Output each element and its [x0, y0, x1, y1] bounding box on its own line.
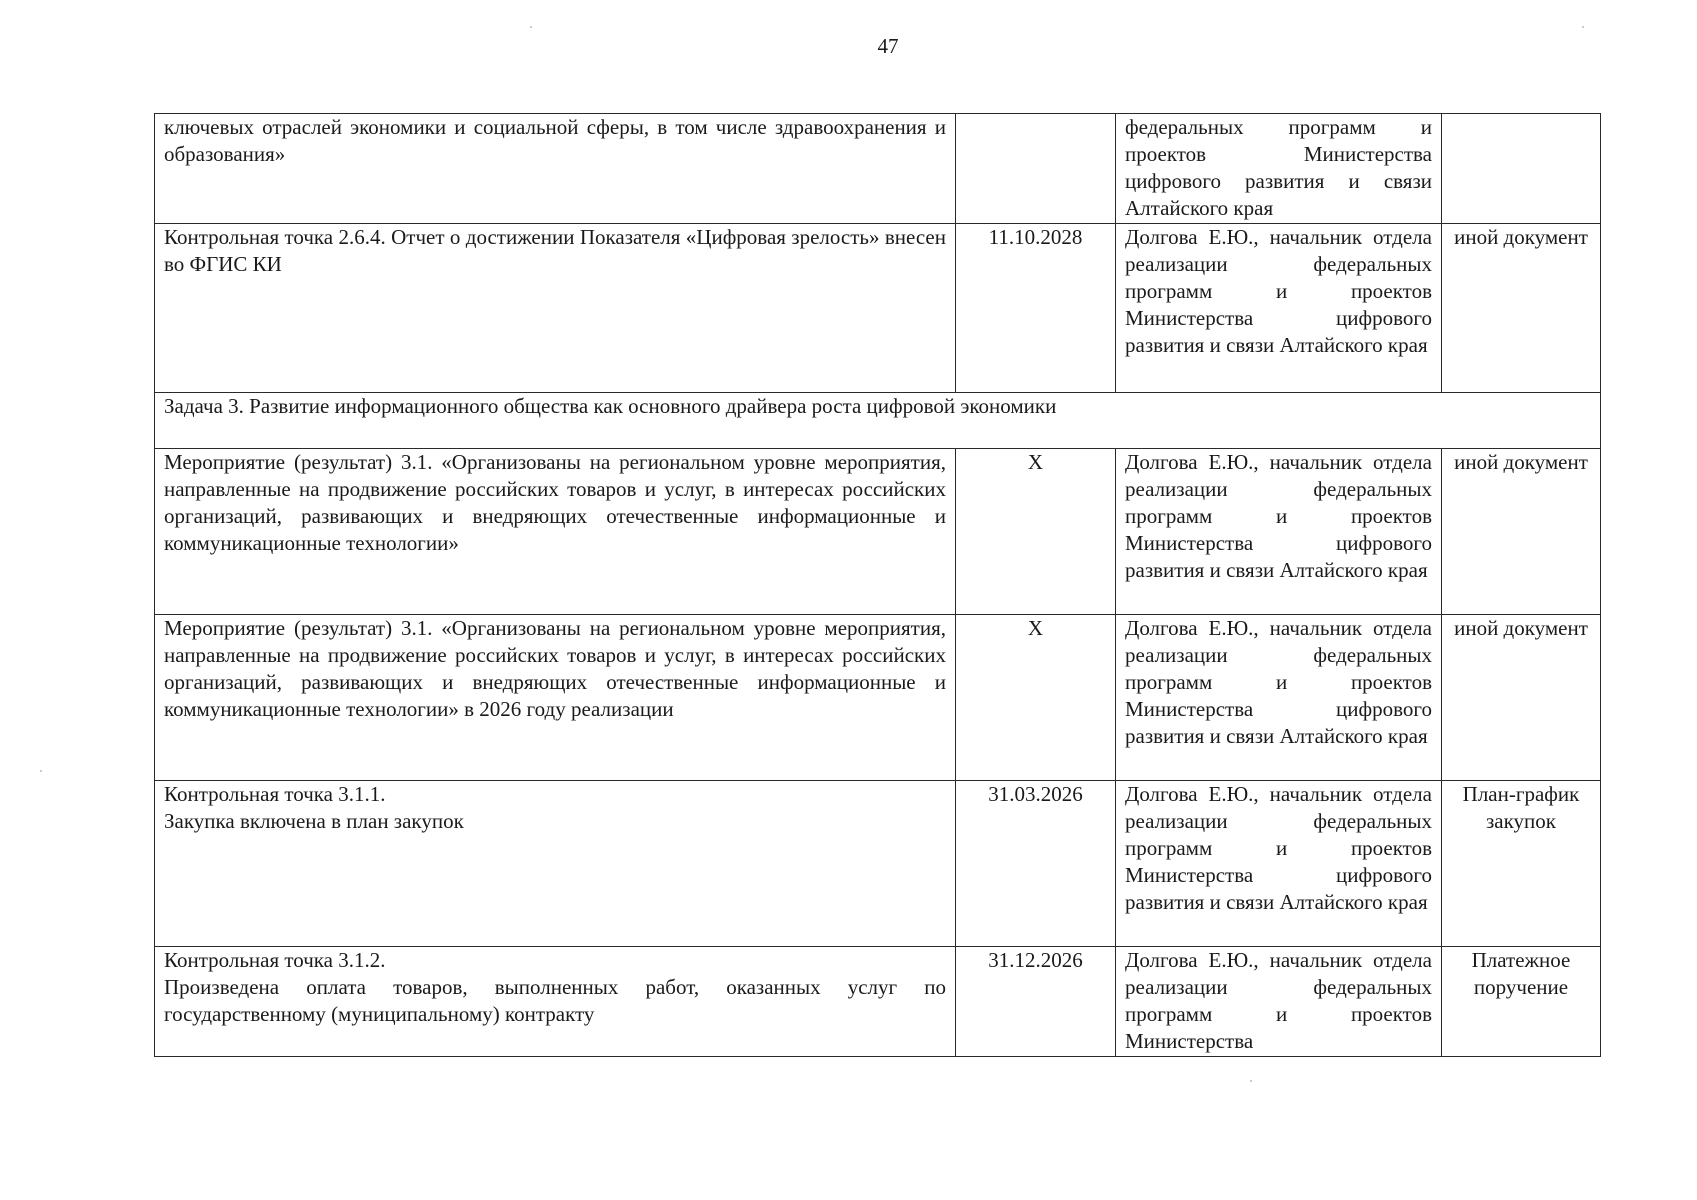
description-title: Контрольная точка 3.1.2. — [164, 948, 386, 972]
description-title: Контрольная точка 3.1.1. — [164, 782, 386, 806]
description-cell — [155, 449, 956, 615]
description-cell — [155, 781, 956, 947]
date-cell: 31.03.2026 — [956, 781, 1116, 947]
responsible-cell: федеральных программ и проектов Министерства цифрового развития и связи Алтайского края — [1116, 114, 1442, 224]
date-cell: X — [956, 615, 1116, 781]
table-row — [155, 947, 1601, 1057]
date-cell: X — [956, 449, 1116, 615]
responsible-cell: Долгова Е.Ю., начальник отдела реализации федеральных программ и проектов Министерства цифрового развития и связи Алтайского края — [1116, 781, 1442, 947]
table-row — [155, 449, 1601, 615]
description-cell — [155, 114, 956, 224]
responsible-cell: Долгова Е.Ю., начальник отдела реализации федеральных программ и проектов Министерства цифрового развития и связи Алтайского края — [1116, 615, 1442, 781]
scan-speck — [40, 770, 42, 772]
table-row — [155, 224, 1601, 393]
document-cell: иной документ — [1442, 449, 1601, 615]
description-cell — [155, 224, 956, 393]
document-cell: иной документ — [1442, 615, 1601, 781]
date-cell: 31.12.2026 — [956, 947, 1116, 1057]
table-row — [155, 615, 1601, 781]
document-cell: План-график закупок — [1442, 781, 1601, 947]
description-text: Закупка включена в план закупок — [164, 809, 464, 833]
responsible-cell: Долгова Е.Ю., начальник отдела реализации федеральных программ и проектов Министерства цифрового развития и связи Алтайского края — [1116, 224, 1442, 393]
table-row — [155, 114, 1601, 224]
scan-speck — [1582, 26, 1584, 28]
responsible-cell: Долгова Е.Ю., начальник отдела реализации федеральных программ и проектов Министерства цифрового развития и связи Алтайского края — [1116, 449, 1442, 615]
page-number: 47 — [877, 34, 899, 58]
document-cell: иной документ — [1442, 224, 1601, 393]
description-text: ключевых отраслей экономики и социальной сферы, в том числе здравоохранения и образования» — [164, 115, 946, 166]
description-cell — [155, 947, 956, 1057]
plan-table — [154, 113, 1601, 1057]
description-text: Произведена оплата товаров, выполненных работ, оказанных услуг по государственному (муниципальному) контракту — [164, 975, 946, 1026]
document-cell — [1442, 114, 1601, 224]
scan-speck — [530, 26, 532, 28]
description-text: Мероприятие (результат) 3.1. «Организованы на региональном уровне мероприятия, направленные на продвижение российских товаров и услуг, в интересах российских организаций, развивающих и внедряющих отечественные информационные и коммуникационные технологии» — [164, 450, 946, 555]
description-cell — [155, 615, 956, 781]
responsible-cell: Долгова Е.Ю., начальник отдела реализации федеральных программ и проектов Министерства — [1116, 947, 1442, 1057]
document-cell: Платежное поручение — [1442, 947, 1601, 1057]
date-cell: 11.10.2028 — [956, 224, 1116, 393]
scan-speck — [1250, 1080, 1252, 1082]
date-cell — [956, 114, 1116, 224]
description-text: Мероприятие (результат) 3.1. «Организованы на региональном уровне мероприятия, направленные на продвижение российских товаров и услуг, в интересах российских организаций, развивающих и внедряющих отечественные информационные и коммуникационные технологии» в 2026 году реализации — [164, 616, 946, 721]
task-row — [155, 393, 1601, 449]
task-heading: Задача 3. Развитие информационного общества как основного драйвера роста цифровой экономики — [155, 393, 1601, 449]
table-row — [155, 781, 1601, 947]
description-text: Контрольная точка 2.6.4. Отчет о достижении Показателя «Цифровая зрелость» внесен во ФГИС КИ — [164, 225, 946, 276]
